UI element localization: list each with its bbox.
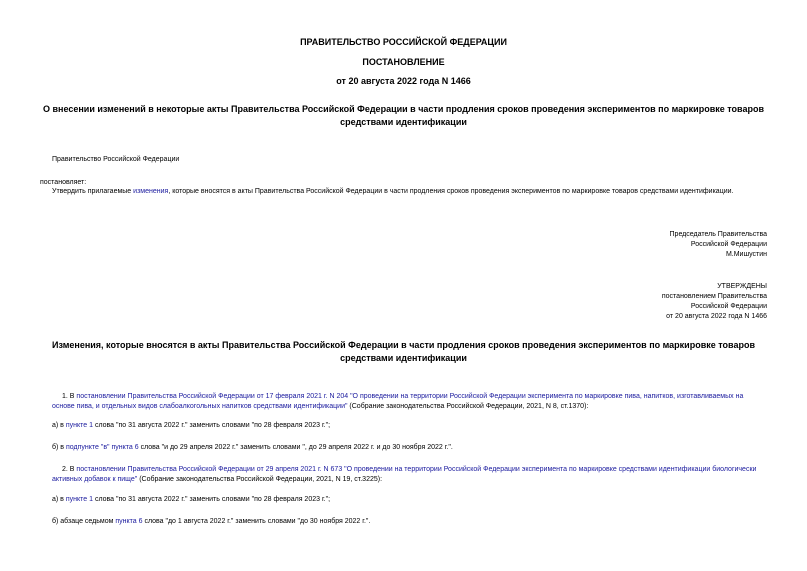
item-1a [52, 421, 330, 431]
item-2b-suffix: слова "до 1 августа 2022 г." заменить словами "до 30 ноября 2022 г.". [142, 518, 371, 525]
item-2a [52, 495, 330, 505]
item-1-prefix: 1. В [62, 393, 77, 400]
item-1b-suffix: слова "и до 29 апреля 2022 г." заменить словами ", до 29 апреля 2022 г. и до 30 ноября 2022 г.". [138, 444, 453, 451]
approval-approved: УТВЕРЖДЕНЫ [717, 283, 767, 290]
item-2-suffix: (Собрание законодательства Российской Федерации, 2021, N 19, ст.3225): [137, 476, 383, 483]
document-type: ПОСТАНОВЛЕНИЕ [362, 57, 445, 67]
approval-date: от 20 августа 2022 года N 1466 [666, 313, 767, 320]
annex-title-line1: Изменения, которые вносятся в акты Правительства Российской Федерации в части продления сроков проведения экспериментов по маркировке товаров [52, 340, 755, 350]
item-1b [52, 443, 453, 453]
approval-org: Российской Федерации [690, 303, 767, 310]
document-date-number: от 20 августа 2022 года N 1466 [336, 76, 471, 86]
annex-title-line2: средствами идентификации [340, 353, 467, 363]
item-1b-prefix: б) в [52, 444, 66, 451]
item-2 [62, 465, 772, 475]
item-1 [62, 392, 772, 402]
resolves-text: постановляет: [40, 179, 87, 186]
approve-prefix: Утвердить прилагаемые [52, 188, 134, 195]
approval-block [662, 282, 767, 322]
item-1-suffix: (Собрание законодательства Российской Федерации, 2021, N 8, ст.1370): [347, 403, 589, 410]
government-heading: ПРАВИТЕЛЬСТВО РОССИЙСКОЙ ФЕДЕРАЦИИ [300, 37, 507, 47]
government-name: Правительство Российской Федерации [52, 156, 180, 163]
item-2-continued [52, 475, 772, 485]
item-1a-link[interactable]: пункте 1 [65, 422, 93, 429]
signature-title: Председатель Правительства [669, 231, 767, 238]
signature-block [670, 230, 767, 260]
item-1-link-line2[interactable]: основе пива, и отдельных видов слабоалкогольных напитков средствами идентификации" [52, 403, 348, 410]
item-2b [52, 517, 370, 527]
signature-org: Российской Федерации [690, 241, 767, 248]
item-2-link-line2[interactable]: активных добавок к пище" [52, 476, 138, 483]
item-1-continued [52, 402, 772, 412]
item-1b-link[interactable]: подпункте "в" пункта 6 [65, 444, 139, 451]
item-2-prefix: 2. В [62, 466, 77, 473]
item-2a-suffix: слова "по 31 августа 2022 г." заменить словами "по 28 февраля 2023 г."; [93, 496, 331, 503]
item-2a-prefix: а) в [52, 496, 66, 503]
item-1a-prefix: а) в [52, 422, 66, 429]
signature-name: М.Мишустин [725, 251, 767, 258]
approve-suffix: , которые вносятся в акты Правительства Российской Федерации в части продления сроков проведения экспериментов по маркировке товаров средствами идентификации. [168, 188, 734, 195]
document-title-line1: О внесении изменений в некоторые акты Правительства Российской Федерации в части продления сроков проведения экспериментов по маркировке товаров [43, 104, 764, 114]
item-2b-prefix: б) абзаце седьмом [52, 518, 116, 525]
item-1-link-line1[interactable]: постановлении Правительства Российской Федерации от 17 февраля 2021 г. N 204 "О проведении на территории Российской Федерации эксперимента по маркировке пива, напитков, изготавливаемых на [76, 393, 744, 400]
approval-by: постановлением Правительства [661, 293, 767, 300]
document-title-line2: средствами идентификации [340, 117, 467, 127]
approve-paragraph [52, 187, 792, 197]
item-2b-link[interactable]: пункта 6 [115, 518, 143, 525]
item-1a-suffix: слова "по 31 августа 2022 г." заменить словами "по 28 февраля 2023 г."; [93, 422, 331, 429]
changes-link[interactable]: изменения [133, 188, 169, 195]
item-2a-link[interactable]: пункте 1 [65, 496, 93, 503]
item-2-link-line1[interactable]: постановлении Правительства Российской Федерации от 29 апреля 2021 г. N 673 "О проведении на территории Российской Федерации эксперимента по маркировке средствами идентификации биологически [76, 466, 757, 473]
